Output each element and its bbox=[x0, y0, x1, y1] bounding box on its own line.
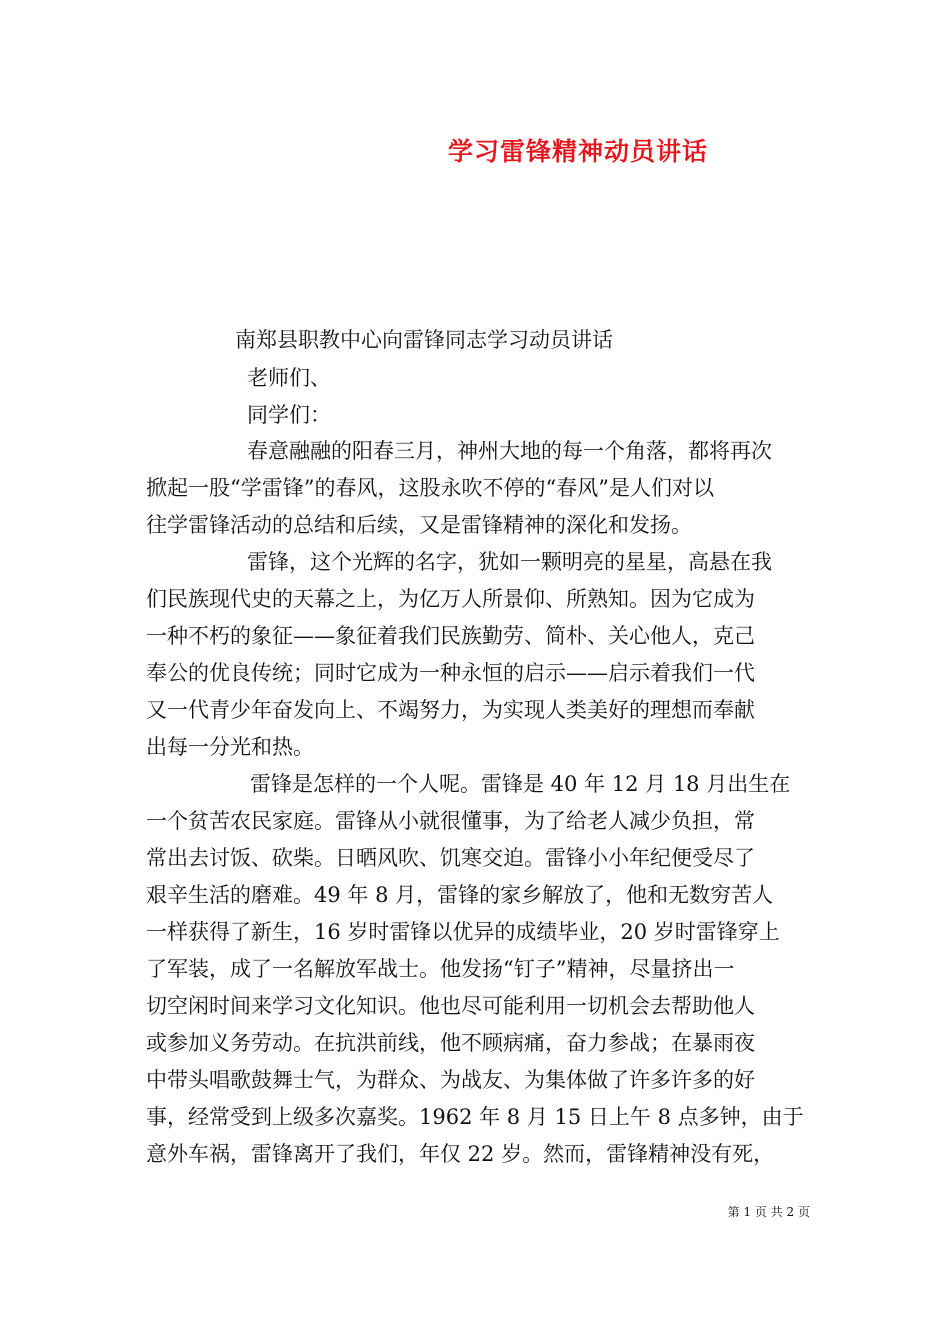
body-line: 雷锋是怎样的一个人呢。雷锋是 40 年 12 月 18 月出生在 bbox=[250, 772, 791, 796]
salutation-teachers: 老师们、 bbox=[247, 366, 331, 390]
body-line: 又一代青少年奋发向上、不竭努力，为实现人类美好的理想而奉献 bbox=[146, 698, 755, 722]
body-line: 事，经常受到上级多次嘉奖。1962 年 8 月 15 日上午 8 点多钟，由于 bbox=[146, 1105, 804, 1129]
body-line: 往学雷锋活动的总结和后续，又是雷锋精神的深化和发扬。 bbox=[146, 513, 692, 537]
body-line: 切空闲时间来学习文化知识。他也尽可能利用一切机会去帮助他人 bbox=[146, 994, 755, 1018]
body-line: 一样获得了新生，16 岁时雷锋以优异的成绩毕业，20 岁时雷锋穿上 bbox=[146, 920, 780, 944]
body-line: 奉公的优良传统；同时它成为一种永恒的启示——启示着我们一代 bbox=[146, 661, 755, 685]
body-line: 意外车祸，雷锋离开了我们，年仅 22 岁。然而，雷锋精神没有死， bbox=[146, 1142, 775, 1166]
body-line: 雷锋，这个光辉的名字，犹如一颗明亮的星星，高悬在我 bbox=[247, 550, 772, 574]
body-line: 中带头唱歌鼓舞士气，为群众、为战友、为集体做了许多许多的好 bbox=[146, 1068, 755, 1092]
body-line: 一个贫苦农民家庭。雷锋从小就很懂事，为了给老人减少负担，常 bbox=[146, 809, 755, 833]
body-line: 了军装，成了一名解放军战士。他发扬“钉子”精神，尽量挤出一 bbox=[146, 957, 735, 981]
body-line: 春意融融的阳春三月，神州大地的每一个角落，都将再次 bbox=[247, 439, 772, 463]
salutation-students: 同学们： bbox=[247, 403, 331, 427]
page-number: 第 1 页 共 2 页 bbox=[727, 1205, 810, 1219]
body-line: 们民族现代史的天幕之上，为亿万人所景仰、所熟知。因为它成为 bbox=[146, 587, 755, 611]
body-line: 出每一分光和热。 bbox=[146, 735, 314, 759]
speech-heading: 南郑县职教中心向雷锋同志学习动员讲话 bbox=[235, 328, 613, 352]
body-line: 或参加义务劳动。在抗洪前线，他不顾病痛，奋力参战；在暴雨夜 bbox=[146, 1031, 755, 1055]
page-title: 学习雷锋精神动员讲话 bbox=[447, 137, 708, 166]
body-line: 艰辛生活的磨难。49 年 8 月，雷锋的家乡解放了，他和无数穷苦人 bbox=[146, 883, 774, 907]
body-line: 一种不朽的象征——象征着我们民族勤劳、简朴、关心他人，克己 bbox=[146, 624, 755, 648]
body-line: 常出去讨饭、砍柴。日晒风吹、饥寒交迫。雷锋小小年纪便受尽了 bbox=[146, 846, 755, 870]
body-line: 掀起一股“学雷锋”的春风，这股永吹不停的“春风”是人们对以 bbox=[146, 476, 714, 500]
